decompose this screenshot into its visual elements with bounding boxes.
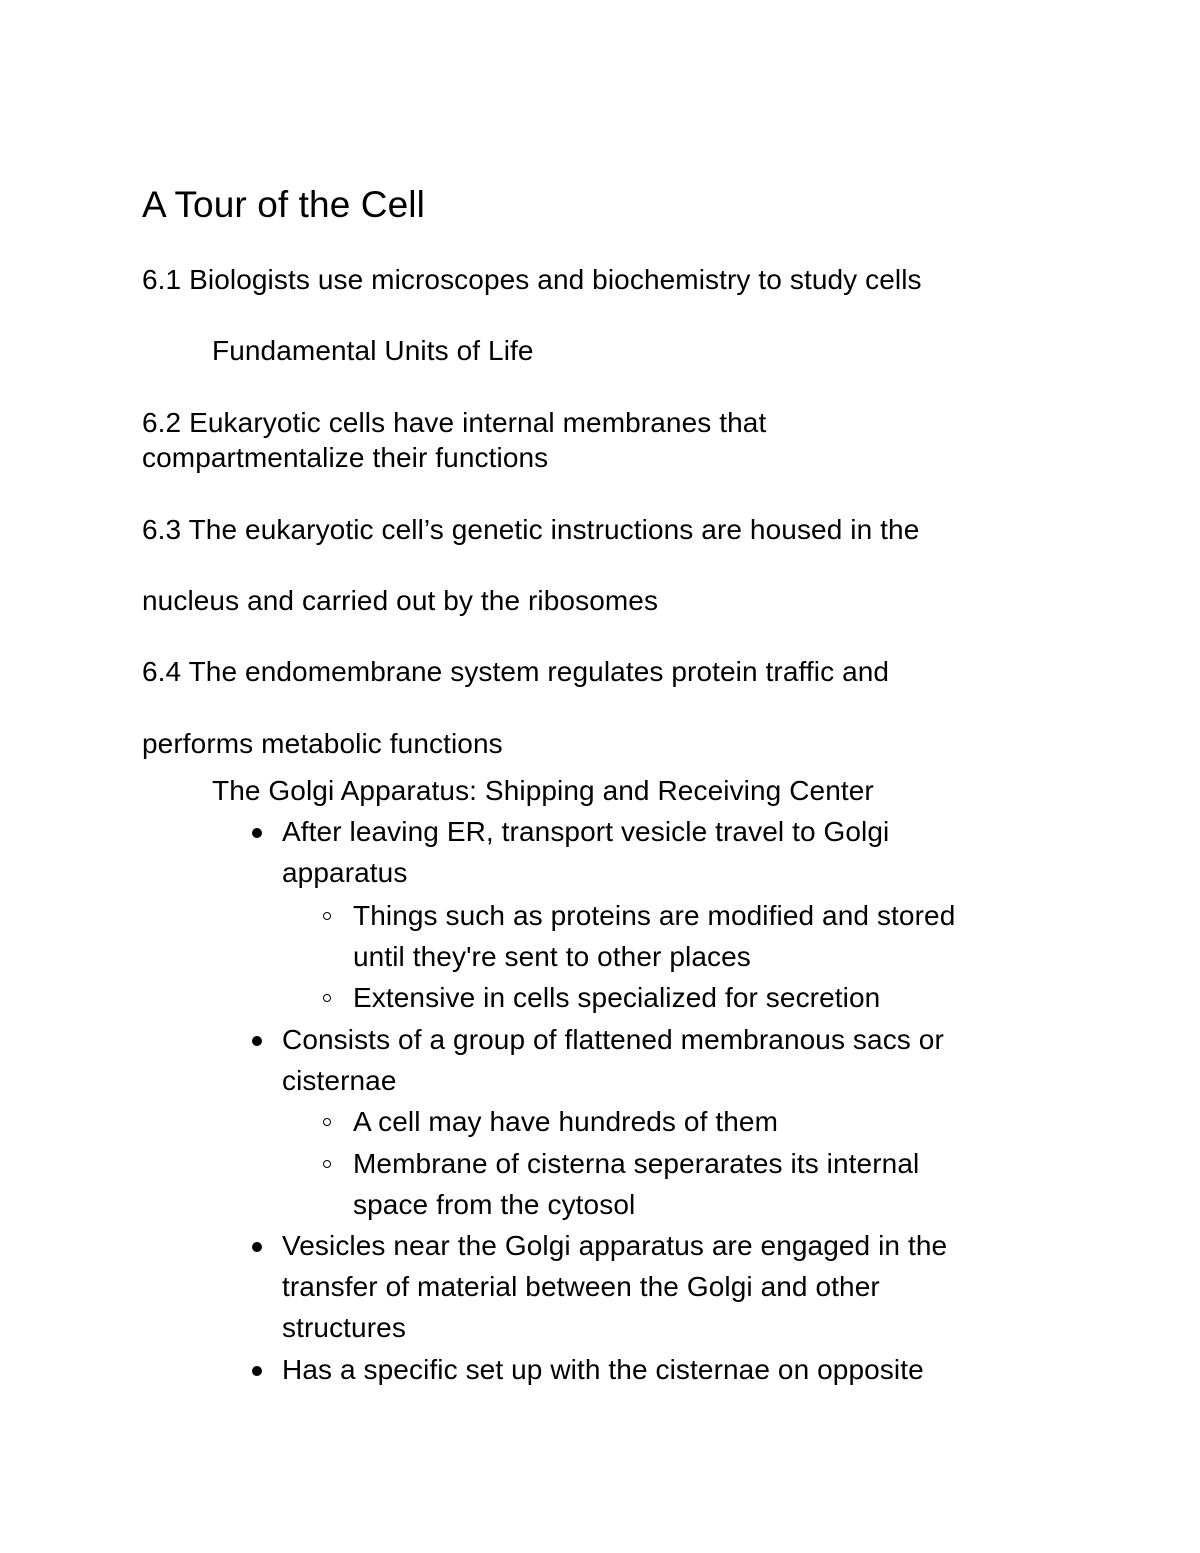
section-6-2-heading-line2: compartmentalize their functions [142,442,549,473]
section-6-4-heading-line1: 6.4 The endomembrane system regulates protein traffic and [142,656,890,687]
golgi-heading: The Golgi Apparatus: Shipping and Receiving Center [212,775,874,806]
section-6-4-heading-line2: performs metabolic functions [142,728,503,759]
document-title: A Tour of the Cell [142,184,425,225]
bullet-icon [252,828,262,838]
section-6-2-heading-line1: 6.2 Eukaryotic cells have internal membranes that [142,407,767,438]
bullet-2-sub-1: A cell may have hundreds of them [353,1106,778,1137]
bullet-2-text-line2: cisternae [282,1065,397,1096]
section-6-3-heading-line1: 6.3 The eukaryotic cell’s genetic instructions are housed in the [142,514,920,545]
bullet-4-text-line1: Has a specific set up with the cisternae on opposite [282,1354,924,1385]
bullet-3-text-line1: Vesicles near the Golgi apparatus are engaged in the [282,1230,948,1261]
bullet-2-sub-2-line2: space from the cytosol [353,1189,636,1220]
bullet-1-text-line1: After leaving ER, transport vesicle travel to Golgi [282,816,890,847]
bullet-1-sub-1-line2: until they're sent to other places [353,941,751,972]
sub-bullet-icon [323,1160,331,1168]
sub-bullet-icon [323,1118,331,1126]
bullet-3-text-line2: transfer of material between the Golgi and other [282,1271,880,1302]
bullet-icon [252,1242,262,1252]
sub-bullet-icon [323,994,331,1002]
bullet-icon [252,1366,262,1376]
bullet-1-sub-1-line1: Things such as proteins are modified and stored [353,900,956,931]
bullet-2-text-line1: Consists of a group of flattened membranous sacs or [282,1024,944,1055]
section-6-1-subheading: Fundamental Units of Life [212,335,534,366]
bullet-icon [252,1036,262,1046]
bullet-1-text-line2: apparatus [282,857,408,888]
section-6-1-heading: 6.1 Biologists use microscopes and biochemistry to study cells [142,264,922,295]
bullet-1-sub-2: Extensive in cells specialized for secretion [353,982,881,1013]
bullet-3-text-line3: structures [282,1312,406,1343]
bullet-2-sub-2-line1: Membrane of cisterna seperarates its internal [353,1148,920,1179]
section-6-3-heading-line2: nucleus and carried out by the ribosomes [142,585,659,616]
sub-bullet-icon [323,912,331,920]
